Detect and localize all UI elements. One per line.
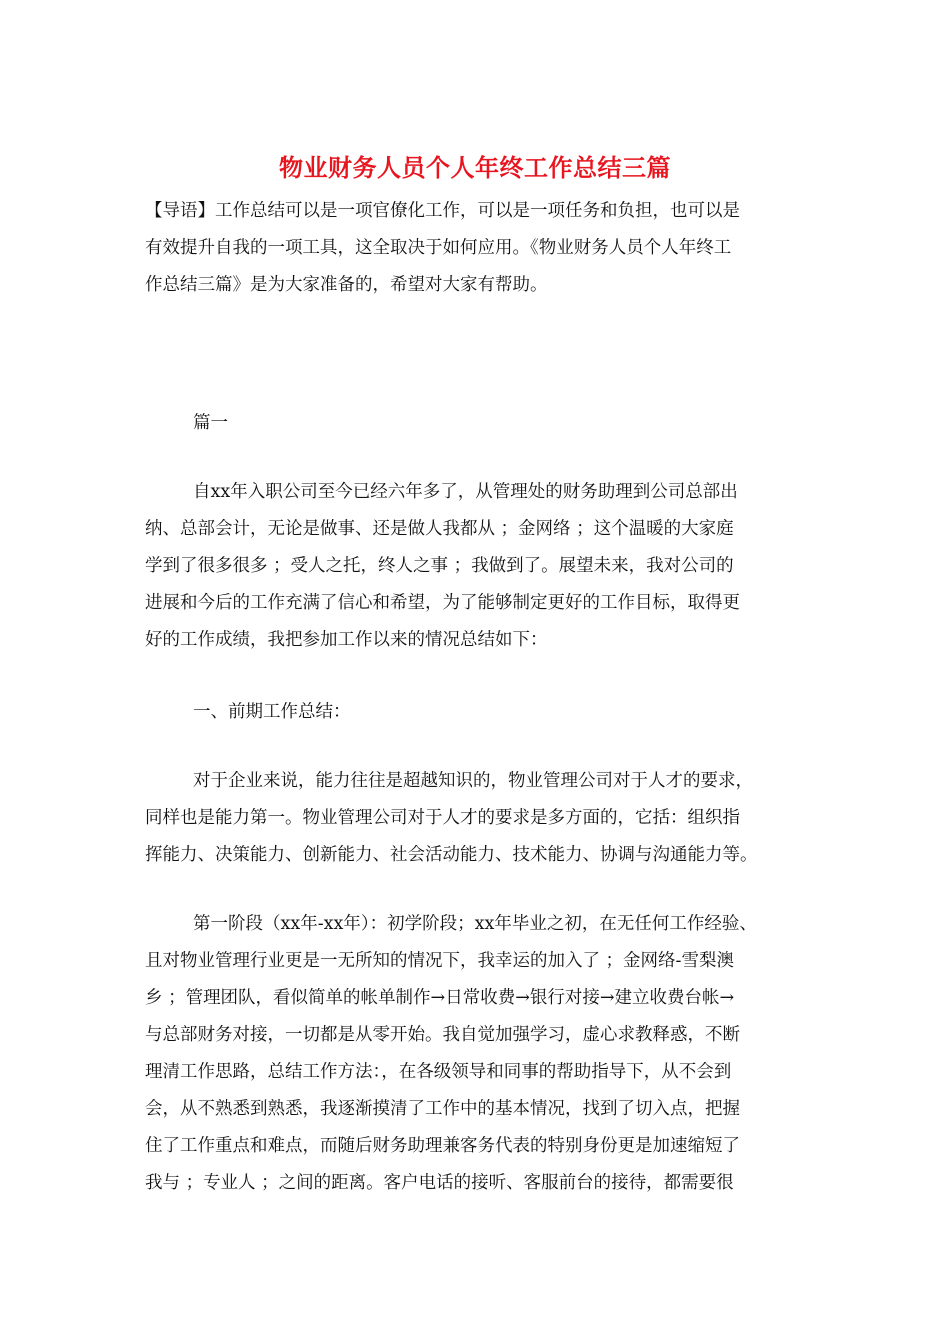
- paragraph-line: 学到了很多很多 ；受人之托，终人之事 ；我做到了。展望未来，我对公司的: [145, 556, 734, 576]
- paragraph-line: 理清工作思路，总结工作方法：，在各级领导和同事的帮助指导下，从不会到: [145, 1062, 732, 1082]
- intro-line: 作总结三篇》是为大家准备的，希望对大家有帮助。: [145, 275, 548, 295]
- section-label-block: [145, 405, 805, 442]
- paragraph-line: 好的工作成绩，我把参加工作以来的情况总结如下：: [145, 630, 548, 650]
- paragraph-line: 乡 ；管理团队，看似简单的帐单制作→日常收费→银行对接→建立收费台帐→: [145, 988, 735, 1008]
- paragraph-line: 自xx年入职公司至今已经六年多了，从管理处的财务助理到公司总部出: [193, 482, 738, 502]
- paragraph-line: 与总部财务对接，一切都是从零开始。我自觉加强学习，虚心求教释惑，不断: [145, 1025, 740, 1045]
- paragraph-line: 同样也是能力第一。物业管理公司对于人才的要求是多方面的，它括：组织指: [145, 808, 740, 828]
- paragraph-line: 进展和今后的工作充满了信心和希望，为了能够制定更好的工作目标，取得更: [145, 593, 740, 613]
- paragraph-2: [145, 763, 805, 874]
- intro-line: 【导语】工作总结可以是一项官僚化工作，可以是一项任务和负担，也可以是: [145, 201, 740, 221]
- paragraph-3: [145, 906, 805, 1202]
- intro-paragraph: [145, 193, 805, 304]
- intro-line: 有效提升自我的一项工具，这全取决于如何应用。《物业财务人员个人年终工: [145, 238, 732, 258]
- paragraph-line: 住了工作重点和难点，而随后财务助理兼客务代表的特别身份更是加速缩短了: [145, 1136, 740, 1156]
- paragraph-line: 挥能力、决策能力、创新能力、社会活动能力、技术能力、协调与沟通能力等。: [145, 845, 758, 865]
- section-label: 篇一: [193, 413, 228, 433]
- paragraph-line: 纳、总部会计，无论是做事、还是做人我都从 ；金网络 ；这个温暖的大家庭: [145, 519, 734, 539]
- paragraph-line: 第一阶段（xx年-xx年）：初学阶段；xx年毕业之初，在无任何工作经验、: [193, 914, 757, 934]
- heading-1-block: [145, 694, 805, 731]
- paragraph-line: 且对物业管理行业更是一无所知的情况下，我幸运的加入了 ；金网络-雪梨澳: [145, 951, 734, 971]
- document-title: 物业财务人员个人年终工作总结三篇: [279, 153, 671, 182]
- paragraph-1: [145, 474, 805, 659]
- paragraph-line: 我与 ；专业人 ；之间的距离。客户电话的接听、客服前台的接待，都需要很: [145, 1173, 734, 1193]
- section-heading: 一、前期工作总结：: [193, 702, 351, 722]
- paragraph-line: 对于企业来说，能力往往是超越知识的，物业管理公司对于人才的要求，: [193, 771, 753, 791]
- paragraph-line: 会，从不熟悉到熟悉，我逐渐摸清了工作中的基本情况，找到了切入点，把握: [145, 1099, 740, 1119]
